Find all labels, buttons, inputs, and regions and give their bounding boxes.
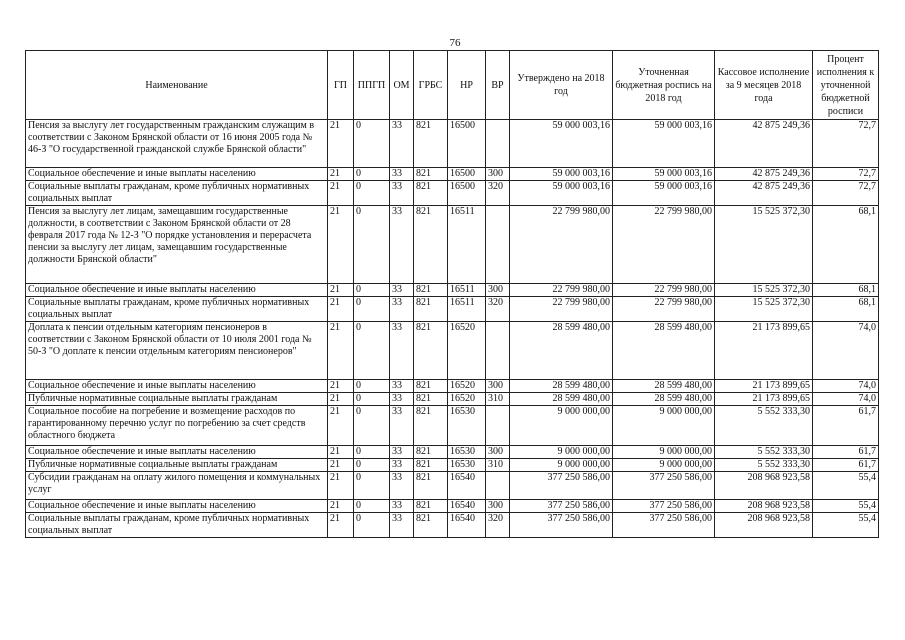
header-ppgp: ППГП [354,51,390,120]
header-cash: Кассовое исполнение за 9 месяцев 2018 года [715,51,813,120]
cell-name: Публичные нормативные социальные выплаты гражданам [26,459,328,472]
cell-vr: 310 [486,393,510,406]
cell-nr: 16540 [448,500,486,513]
cell-ppgp: 0 [354,380,390,393]
cell-percent: 68,1 [813,206,879,284]
cell-gp: 21 [328,297,354,322]
cell-om: 33 [390,513,414,538]
cell-ppgp: 0 [354,120,390,168]
cell-ppgp: 0 [354,393,390,406]
cell-om: 33 [390,446,414,459]
cell-gp: 21 [328,446,354,459]
cell-grbs: 821 [414,446,448,459]
cell-grbs: 821 [414,181,448,206]
cell-om: 33 [390,297,414,322]
cell-approved: 9 000 000,00 [510,446,613,459]
cell-grbs: 821 [414,513,448,538]
cell-cash: 15 525 372,30 [715,297,813,322]
table-row [26,120,879,168]
header-om: ОМ [390,51,414,120]
table-row [26,322,879,380]
cell-cash: 42 875 249,36 [715,181,813,206]
cell-ppgp: 0 [354,472,390,500]
cell-approved: 377 250 586,00 [510,513,613,538]
cell-vr [486,472,510,500]
cell-om: 33 [390,500,414,513]
cell-cash: 42 875 249,36 [715,120,813,168]
cell-grbs: 821 [414,406,448,446]
cell-name: Социальное обеспечение и иные выплаты населению [26,168,328,181]
cell-gp: 21 [328,380,354,393]
cell-approved: 9 000 000,00 [510,459,613,472]
cell-percent: 68,1 [813,284,879,297]
cell-percent: 74,0 [813,380,879,393]
cell-om: 33 [390,459,414,472]
table-row [26,168,879,181]
cell-revised: 9 000 000,00 [613,446,715,459]
cell-name: Социальное обеспечение и иные выплаты населению [26,284,328,297]
cell-percent: 55,4 [813,513,879,538]
cell-om: 33 [390,284,414,297]
cell-gp: 21 [328,513,354,538]
cell-name: Социальное обеспечение и иные выплаты населению [26,446,328,459]
cell-ppgp: 0 [354,181,390,206]
cell-vr: 320 [486,513,510,538]
cell-cash: 5 552 333,30 [715,459,813,472]
cell-gp: 21 [328,322,354,380]
cell-cash: 208 968 923,58 [715,500,813,513]
budget-table [25,50,879,538]
cell-vr: 320 [486,181,510,206]
table-row [26,406,879,446]
cell-vr: 300 [486,168,510,181]
cell-revised: 9 000 000,00 [613,459,715,472]
table-row [26,206,879,284]
header-approved: Утверждено на 2018 год [510,51,613,120]
table-row [26,446,879,459]
cell-grbs: 821 [414,284,448,297]
cell-ppgp: 0 [354,500,390,513]
cell-om: 33 [390,181,414,206]
table-row [26,393,879,406]
cell-nr: 16520 [448,380,486,393]
cell-grbs: 821 [414,500,448,513]
cell-percent: 74,0 [813,393,879,406]
cell-name: Пенсия за выслугу лет лицам, замещавшим государственные должности, в соответствии с Законом Брянской области от 28 февраля 2017 года № 12-З "О порядке установления и перерасчета пенсии за выслугу лет лицам, замещавшим государственные должности Брянской области" [26,206,328,284]
cell-revised: 59 000 003,16 [613,120,715,168]
cell-grbs: 821 [414,380,448,393]
cell-ppgp: 0 [354,322,390,380]
cell-cash: 208 968 923,58 [715,472,813,500]
cell-gp: 21 [328,393,354,406]
cell-vr: 300 [486,500,510,513]
cell-cash: 42 875 249,36 [715,168,813,181]
cell-revised: 9 000 000,00 [613,406,715,446]
cell-percent: 72,7 [813,120,879,168]
cell-name: Публичные нормативные социальные выплаты гражданам [26,393,328,406]
header-gp: ГП [328,51,354,120]
cell-percent: 74,0 [813,322,879,380]
cell-revised: 22 799 980,00 [613,206,715,284]
cell-approved: 59 000 003,16 [510,120,613,168]
cell-vr: 300 [486,380,510,393]
cell-gp: 21 [328,472,354,500]
cell-revised: 28 599 480,00 [613,393,715,406]
table-row [26,500,879,513]
cell-gp: 21 [328,284,354,297]
cell-nr: 16540 [448,472,486,500]
table-row [26,284,879,297]
cell-gp: 21 [328,181,354,206]
cell-nr: 16530 [448,406,486,446]
cell-om: 33 [390,380,414,393]
cell-vr [486,120,510,168]
cell-name: Социальное обеспечение и иные выплаты населению [26,500,328,513]
cell-nr: 16540 [448,513,486,538]
cell-revised: 377 250 586,00 [613,500,715,513]
cell-percent: 72,7 [813,181,879,206]
table-row [26,380,879,393]
cell-om: 33 [390,472,414,500]
table-row [26,297,879,322]
cell-grbs: 821 [414,120,448,168]
cell-name: Социальные выплаты гражданам, кроме публичных нормативных социальных выплат [26,181,328,206]
cell-grbs: 821 [414,472,448,500]
cell-vr: 320 [486,297,510,322]
cell-approved: 59 000 003,16 [510,168,613,181]
cell-cash: 5 552 333,30 [715,446,813,459]
cell-ppgp: 0 [354,513,390,538]
cell-name: Субсидии гражданам на оплату жилого помещения и коммунальных услуг [26,472,328,500]
cell-nr: 16500 [448,181,486,206]
cell-approved: 28 599 480,00 [510,322,613,380]
cell-om: 33 [390,322,414,380]
cell-grbs: 821 [414,297,448,322]
cell-percent: 61,7 [813,406,879,446]
cell-nr: 16500 [448,120,486,168]
cell-revised: 28 599 480,00 [613,380,715,393]
cell-gp: 21 [328,500,354,513]
cell-cash: 21 173 899,65 [715,380,813,393]
cell-vr [486,206,510,284]
cell-approved: 9 000 000,00 [510,406,613,446]
cell-approved: 22 799 980,00 [510,206,613,284]
cell-ppgp: 0 [354,206,390,284]
cell-nr: 16520 [448,322,486,380]
cell-approved: 28 599 480,00 [510,380,613,393]
cell-vr: 300 [486,284,510,297]
cell-gp: 21 [328,459,354,472]
header-row [26,51,879,120]
cell-ppgp: 0 [354,284,390,297]
cell-om: 33 [390,120,414,168]
cell-name: Пенсия за выслугу лет государственным гражданским служащим в соответствии с Законом Брянской области от 16 июня 2005 года № 46-З "О государственной гражданской службе Брянской области" [26,120,328,168]
cell-name: Социальное обеспечение и иные выплаты населению [26,380,328,393]
cell-ppgp: 0 [354,459,390,472]
cell-nr: 16500 [448,168,486,181]
cell-nr: 16511 [448,206,486,284]
cell-om: 33 [390,168,414,181]
cell-gp: 21 [328,406,354,446]
header-nr: НР [448,51,486,120]
cell-cash: 15 525 372,30 [715,284,813,297]
cell-om: 33 [390,406,414,446]
cell-ppgp: 0 [354,297,390,322]
cell-vr [486,322,510,380]
cell-gp: 21 [328,168,354,181]
cell-percent: 55,4 [813,472,879,500]
cell-vr: 300 [486,446,510,459]
cell-cash: 21 173 899,65 [715,393,813,406]
cell-om: 33 [390,206,414,284]
cell-name: Социальное пособие на погребение и возмещение расходов по гарантированному перечню услуг по погребению за счет средств областного бюджета [26,406,328,446]
cell-gp: 21 [328,120,354,168]
cell-vr: 310 [486,459,510,472]
cell-percent: 61,7 [813,446,879,459]
cell-percent: 55,4 [813,500,879,513]
cell-cash: 15 525 372,30 [715,206,813,284]
cell-grbs: 821 [414,168,448,181]
cell-cash: 21 173 899,65 [715,322,813,380]
cell-revised: 22 799 980,00 [613,284,715,297]
cell-ppgp: 0 [354,406,390,446]
table-row [26,181,879,206]
cell-approved: 377 250 586,00 [510,500,613,513]
cell-cash: 208 968 923,58 [715,513,813,538]
table-row [26,513,879,538]
cell-revised: 377 250 586,00 [613,472,715,500]
cell-percent: 68,1 [813,297,879,322]
cell-grbs: 821 [414,322,448,380]
cell-grbs: 821 [414,206,448,284]
cell-nr: 16530 [448,459,486,472]
cell-grbs: 821 [414,393,448,406]
cell-nr: 16520 [448,393,486,406]
cell-revised: 28 599 480,00 [613,322,715,380]
cell-cash: 5 552 333,30 [715,406,813,446]
cell-approved: 377 250 586,00 [510,472,613,500]
cell-revised: 59 000 003,16 [613,168,715,181]
cell-nr: 16511 [448,297,486,322]
cell-approved: 22 799 980,00 [510,284,613,297]
table-body [26,120,879,538]
table-row [26,459,879,472]
cell-revised: 377 250 586,00 [613,513,715,538]
header-grbs: ГРБС [414,51,448,120]
cell-revised: 22 799 980,00 [613,297,715,322]
cell-percent: 72,7 [813,168,879,181]
cell-revised: 59 000 003,16 [613,181,715,206]
cell-percent: 61,7 [813,459,879,472]
cell-name: Доплата к пенсии отдельным категориям пенсионеров в соответствии с Законом Брянской области от 10 июля 2001 года № 50-З "О доплате к пенсии отдельным категориям пенсионеров" [26,322,328,380]
cell-approved: 28 599 480,00 [510,393,613,406]
header-percent: Процент исполнения к уточненной бюджетной росписи [813,51,879,120]
table-row [26,472,879,500]
cell-ppgp: 0 [354,446,390,459]
cell-nr: 16530 [448,446,486,459]
cell-approved: 59 000 003,16 [510,181,613,206]
header-vr: ВР [486,51,510,120]
cell-vr [486,406,510,446]
cell-name: Социальные выплаты гражданам, кроме публичных нормативных социальных выплат [26,513,328,538]
cell-nr: 16511 [448,284,486,297]
cell-grbs: 821 [414,459,448,472]
cell-ppgp: 0 [354,168,390,181]
cell-name: Социальные выплаты гражданам, кроме публичных нормативных социальных выплат [26,297,328,322]
cell-gp: 21 [328,206,354,284]
header-revised: Уточненная бюджетная роспись на 2018 год [613,51,715,120]
page-number: 76 [449,37,461,49]
cell-approved: 22 799 980,00 [510,297,613,322]
header-name: Наименование [26,51,328,120]
cell-om: 33 [390,393,414,406]
